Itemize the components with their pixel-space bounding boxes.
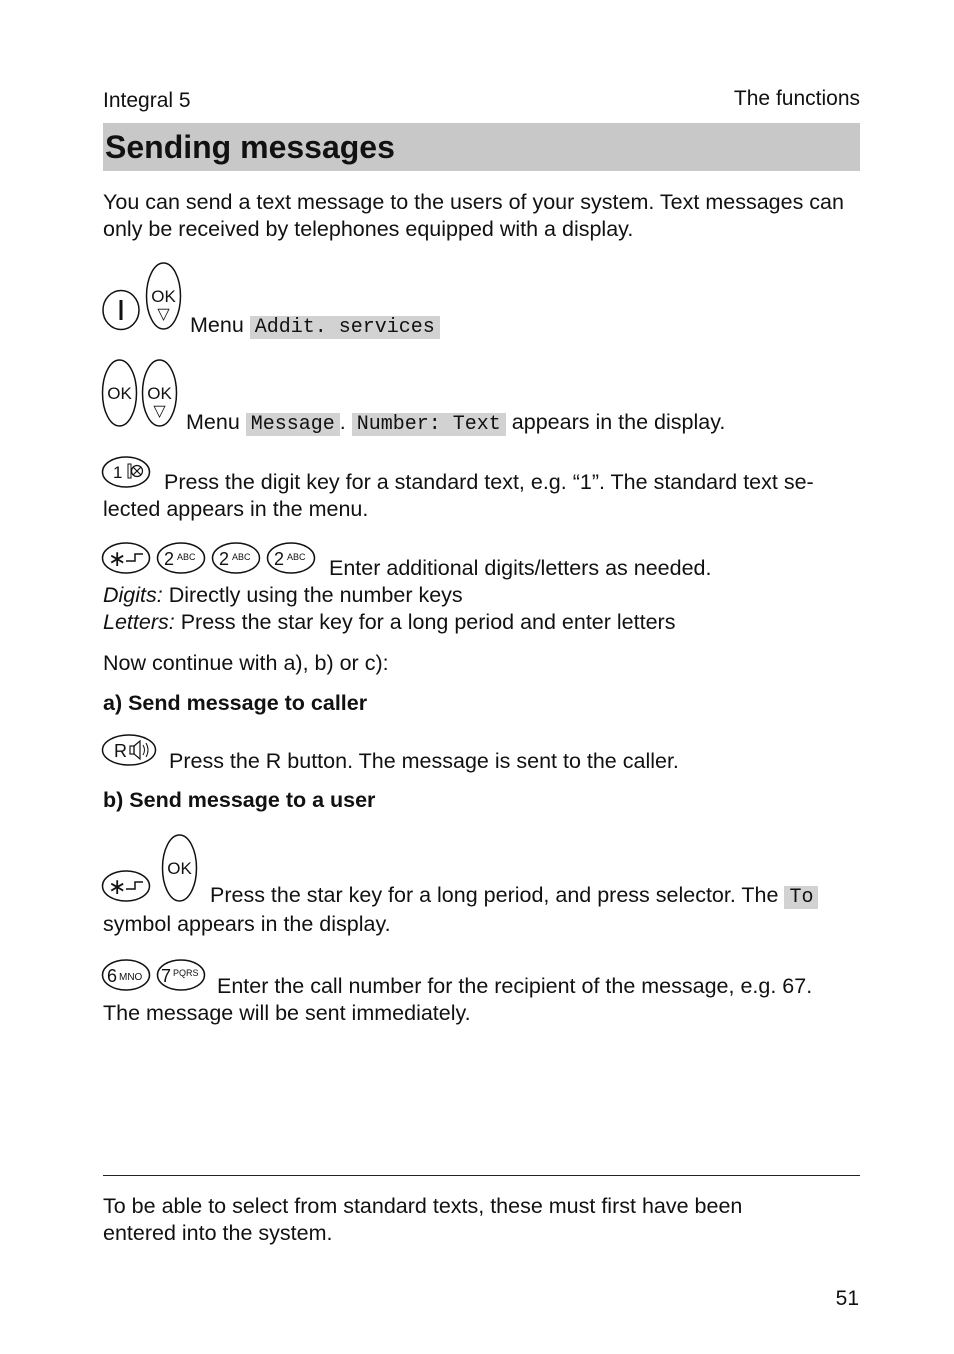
section-a-heading: a) Send message to caller — [103, 691, 368, 715]
handset-key-icon — [102, 289, 142, 331]
svg-text:ABC: ABC — [177, 552, 196, 562]
svg-text:OK: OK — [167, 859, 192, 878]
svg-text:MNO: MNO — [119, 972, 143, 983]
down-arrow: ▽ — [157, 306, 170, 323]
display-addit-services: Addit. services — [250, 316, 440, 339]
page-number: 51 — [835, 1287, 859, 1310]
svg-text:6: 6 — [107, 966, 118, 986]
svg-text:1: 1 — [113, 463, 123, 482]
footnote-divider — [103, 1175, 860, 1176]
page-title: Sending messages — [105, 129, 395, 165]
svg-text:∗: ∗ — [108, 546, 127, 571]
digit-2-key-icon — [267, 542, 317, 576]
intro-paragraph: You can send a text message to the users of your system. Text messages can only be received by telephones equipped with a display. — [103, 190, 844, 241]
svg-text:OK: OK — [147, 384, 172, 403]
svg-text:▽: ▽ — [153, 403, 166, 420]
digit-2-key-icon — [157, 542, 207, 576]
step2-text: Menu Message . Number: Text appears in the display. — [186, 410, 726, 436]
section-b1-text: Press the star key for a long period, and press selector. The To symbol appears in the display. — [103, 882, 860, 938]
header-left: Integral 5 — [103, 89, 191, 112]
svg-text:2: 2 — [274, 549, 285, 569]
section-a-text: Press the R button. The message is sent to the caller. — [169, 749, 679, 773]
display-to: To — [784, 886, 818, 909]
svg-text:2: 2 — [219, 549, 230, 569]
svg-text:7: 7 — [161, 966, 172, 986]
ok-down-selector-icon — [146, 262, 182, 332]
section-b-heading: b) Send message to a user — [103, 788, 376, 812]
svg-text:PQRS: PQRS — [173, 968, 199, 978]
svg-text:∗: ∗ — [108, 874, 127, 899]
header-right: The functions — [733, 87, 860, 110]
section-b2-text: Enter the call number for the recipient of the message, e.g. 67. The message will be sent immediately. — [103, 974, 813, 1025]
step4-text: Enter additional digits/letters as needed. — [329, 556, 712, 580]
section-title-bar — [103, 123, 860, 171]
continue-text: Now continue with a), b) or c): — [103, 651, 389, 675]
step1-text: Menu Addit. services — [190, 312, 440, 341]
letters-line: Letters: Press the star key for a long period and enter letters — [103, 610, 676, 634]
svg-text:2: 2 — [164, 549, 175, 569]
footnote: To be able to select from standard texts, these must first have been entered into the system. — [103, 1194, 743, 1245]
r-button-icon — [102, 734, 158, 768]
digit-2-key-icon — [212, 542, 262, 576]
svg-text:R: R — [114, 741, 127, 761]
digits-line: Digits: Directly using the number keys — [103, 583, 463, 607]
ok-selector-icon — [102, 359, 138, 429]
display-number-text: Number: Text — [352, 413, 506, 436]
svg-text:OK: OK — [107, 384, 132, 403]
ok-label: OK — [151, 287, 176, 306]
svg-text:ABC: ABC — [232, 552, 251, 562]
svg-text:ABC: ABC — [287, 552, 306, 562]
ok-down-selector-icon — [142, 359, 178, 429]
step3-text: Press the digit key for a standard text, e.g. “1”. The standard text se- lected appears in the menu. — [103, 470, 814, 521]
display-message: Message — [246, 413, 340, 436]
star-key-icon — [102, 542, 152, 576]
